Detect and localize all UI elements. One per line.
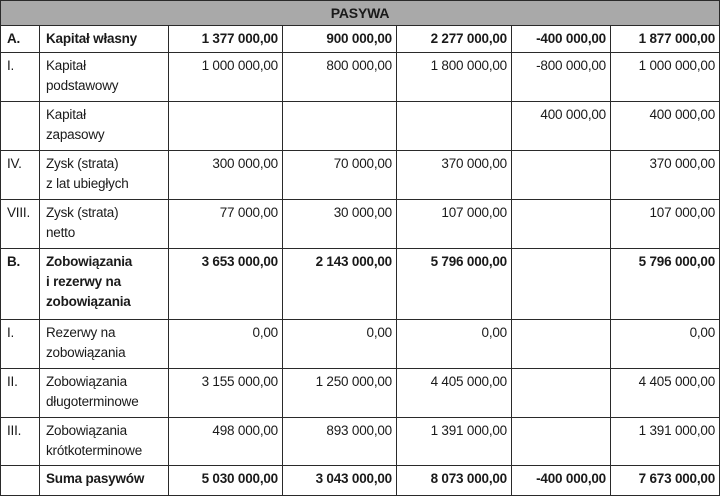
- value-col-4: [512, 418, 611, 466]
- value-col-1: [169, 102, 283, 151]
- value-col-5: 370 000,00: [611, 151, 720, 200]
- value-col-4: -400 000,00: [512, 466, 611, 496]
- row-label: [40, 320, 169, 369]
- value-col-3: 1 391 000,00: [397, 418, 512, 466]
- row-code: I.: [1, 320, 40, 369]
- row-code: II.: [1, 369, 40, 418]
- row-label-line: netto: [46, 225, 76, 240]
- row-label-line: z lat ubiegłych: [46, 176, 129, 191]
- row-label: [40, 53, 169, 102]
- value-col-2: 1 250 000,00: [283, 369, 397, 418]
- row-label-line: Kapitał własny: [46, 31, 137, 46]
- table-body: [1, 26, 720, 496]
- row-label-line: Rezerwy na: [46, 325, 116, 340]
- table-row: [1, 369, 720, 418]
- value-col-1: 498 000,00: [169, 418, 283, 466]
- table-row: [1, 102, 720, 151]
- row-label-line: Zobowiązania: [46, 254, 133, 269]
- table-row: [1, 249, 720, 320]
- row-code: III.: [1, 418, 40, 466]
- table-header: PASYWA: [1, 1, 720, 26]
- value-col-1: 77 000,00: [169, 200, 283, 249]
- value-col-3: 2 277 000,00: [397, 26, 512, 53]
- value-col-5: 7 673 000,00: [611, 466, 720, 496]
- value-col-4: [512, 200, 611, 249]
- row-code: VIII.: [1, 200, 40, 249]
- value-col-2: 0,00: [283, 320, 397, 369]
- row-label-line: długoterminowe: [46, 394, 139, 409]
- row-label: [40, 249, 169, 320]
- value-col-4: [512, 249, 611, 320]
- value-col-2: 900 000,00: [283, 26, 397, 53]
- value-col-1: 5 030 000,00: [169, 466, 283, 496]
- value-col-5: 107 000,00: [611, 200, 720, 249]
- row-code: [1, 466, 40, 496]
- value-col-2: 2 143 000,00: [283, 249, 397, 320]
- row-label-line: zobowiązania: [46, 294, 131, 309]
- table-row: [1, 200, 720, 249]
- value-col-3: 4 405 000,00: [397, 369, 512, 418]
- value-col-5: 1 877 000,00: [611, 26, 720, 53]
- row-label-line: krótkoterminowe: [46, 443, 143, 458]
- row-label: [40, 26, 169, 53]
- value-col-4: [512, 151, 611, 200]
- row-code: I.: [1, 53, 40, 102]
- row-label-line: zobowiązania: [46, 345, 126, 360]
- value-col-4: [512, 320, 611, 369]
- value-col-2: 893 000,00: [283, 418, 397, 466]
- value-col-3: 107 000,00: [397, 200, 512, 249]
- value-col-2: [283, 102, 397, 151]
- value-col-1: 3 155 000,00: [169, 369, 283, 418]
- row-label: [40, 418, 169, 466]
- table-row: [1, 53, 720, 102]
- row-label: [40, 466, 169, 496]
- table-row: [1, 320, 720, 369]
- value-col-4: -400 000,00: [512, 26, 611, 53]
- row-code: IV.: [1, 151, 40, 200]
- value-col-5: 5 796 000,00: [611, 249, 720, 320]
- row-label-line: Zysk (strata): [46, 205, 119, 220]
- value-col-2: 70 000,00: [283, 151, 397, 200]
- value-col-1: 3 653 000,00: [169, 249, 283, 320]
- row-label-line: zapasowy: [46, 127, 105, 142]
- table-row: [1, 26, 720, 53]
- row-label-line: Zobowiązania: [46, 374, 127, 389]
- value-col-1: 1 377 000,00: [169, 26, 283, 53]
- value-col-2: 800 000,00: [283, 53, 397, 102]
- table-row: [1, 418, 720, 466]
- value-col-5: 1 391 000,00: [611, 418, 720, 466]
- value-col-3: 5 796 000,00: [397, 249, 512, 320]
- row-code: A.: [1, 26, 40, 53]
- value-col-3: 8 073 000,00: [397, 466, 512, 496]
- value-col-3: 370 000,00: [397, 151, 512, 200]
- row-label-line: Kapitał: [46, 58, 86, 73]
- row-label-line: Kapitał: [46, 107, 86, 122]
- value-col-5: 0,00: [611, 320, 720, 369]
- row-label: [40, 102, 169, 151]
- row-label-line: i rezerwy na: [46, 274, 121, 289]
- value-col-5: 4 405 000,00: [611, 369, 720, 418]
- row-label-line: Zobowiązania: [46, 423, 127, 438]
- value-col-2: 30 000,00: [283, 200, 397, 249]
- value-col-3: [397, 102, 512, 151]
- row-code: [1, 102, 40, 151]
- value-col-1: 1 000 000,00: [169, 53, 283, 102]
- row-label: [40, 369, 169, 418]
- table-row: [1, 466, 720, 496]
- row-label-line: podstawowy: [46, 78, 119, 93]
- value-col-3: 0,00: [397, 320, 512, 369]
- value-col-3: 1 800 000,00: [397, 53, 512, 102]
- row-label-line: Suma pasywów: [46, 471, 145, 486]
- row-label: [40, 151, 169, 200]
- row-label-line: Zysk (strata): [46, 156, 119, 171]
- value-col-1: 300 000,00: [169, 151, 283, 200]
- value-col-4: [512, 369, 611, 418]
- value-col-4: 400 000,00: [512, 102, 611, 151]
- table-row: [1, 151, 720, 200]
- row-code: B.: [1, 249, 40, 320]
- value-col-4: -800 000,00: [512, 53, 611, 102]
- value-col-1: 0,00: [169, 320, 283, 369]
- value-col-2: 3 043 000,00: [283, 466, 397, 496]
- value-col-5: 400 000,00: [611, 102, 720, 151]
- row-label: [40, 200, 169, 249]
- value-col-5: 1 000 000,00: [611, 53, 720, 102]
